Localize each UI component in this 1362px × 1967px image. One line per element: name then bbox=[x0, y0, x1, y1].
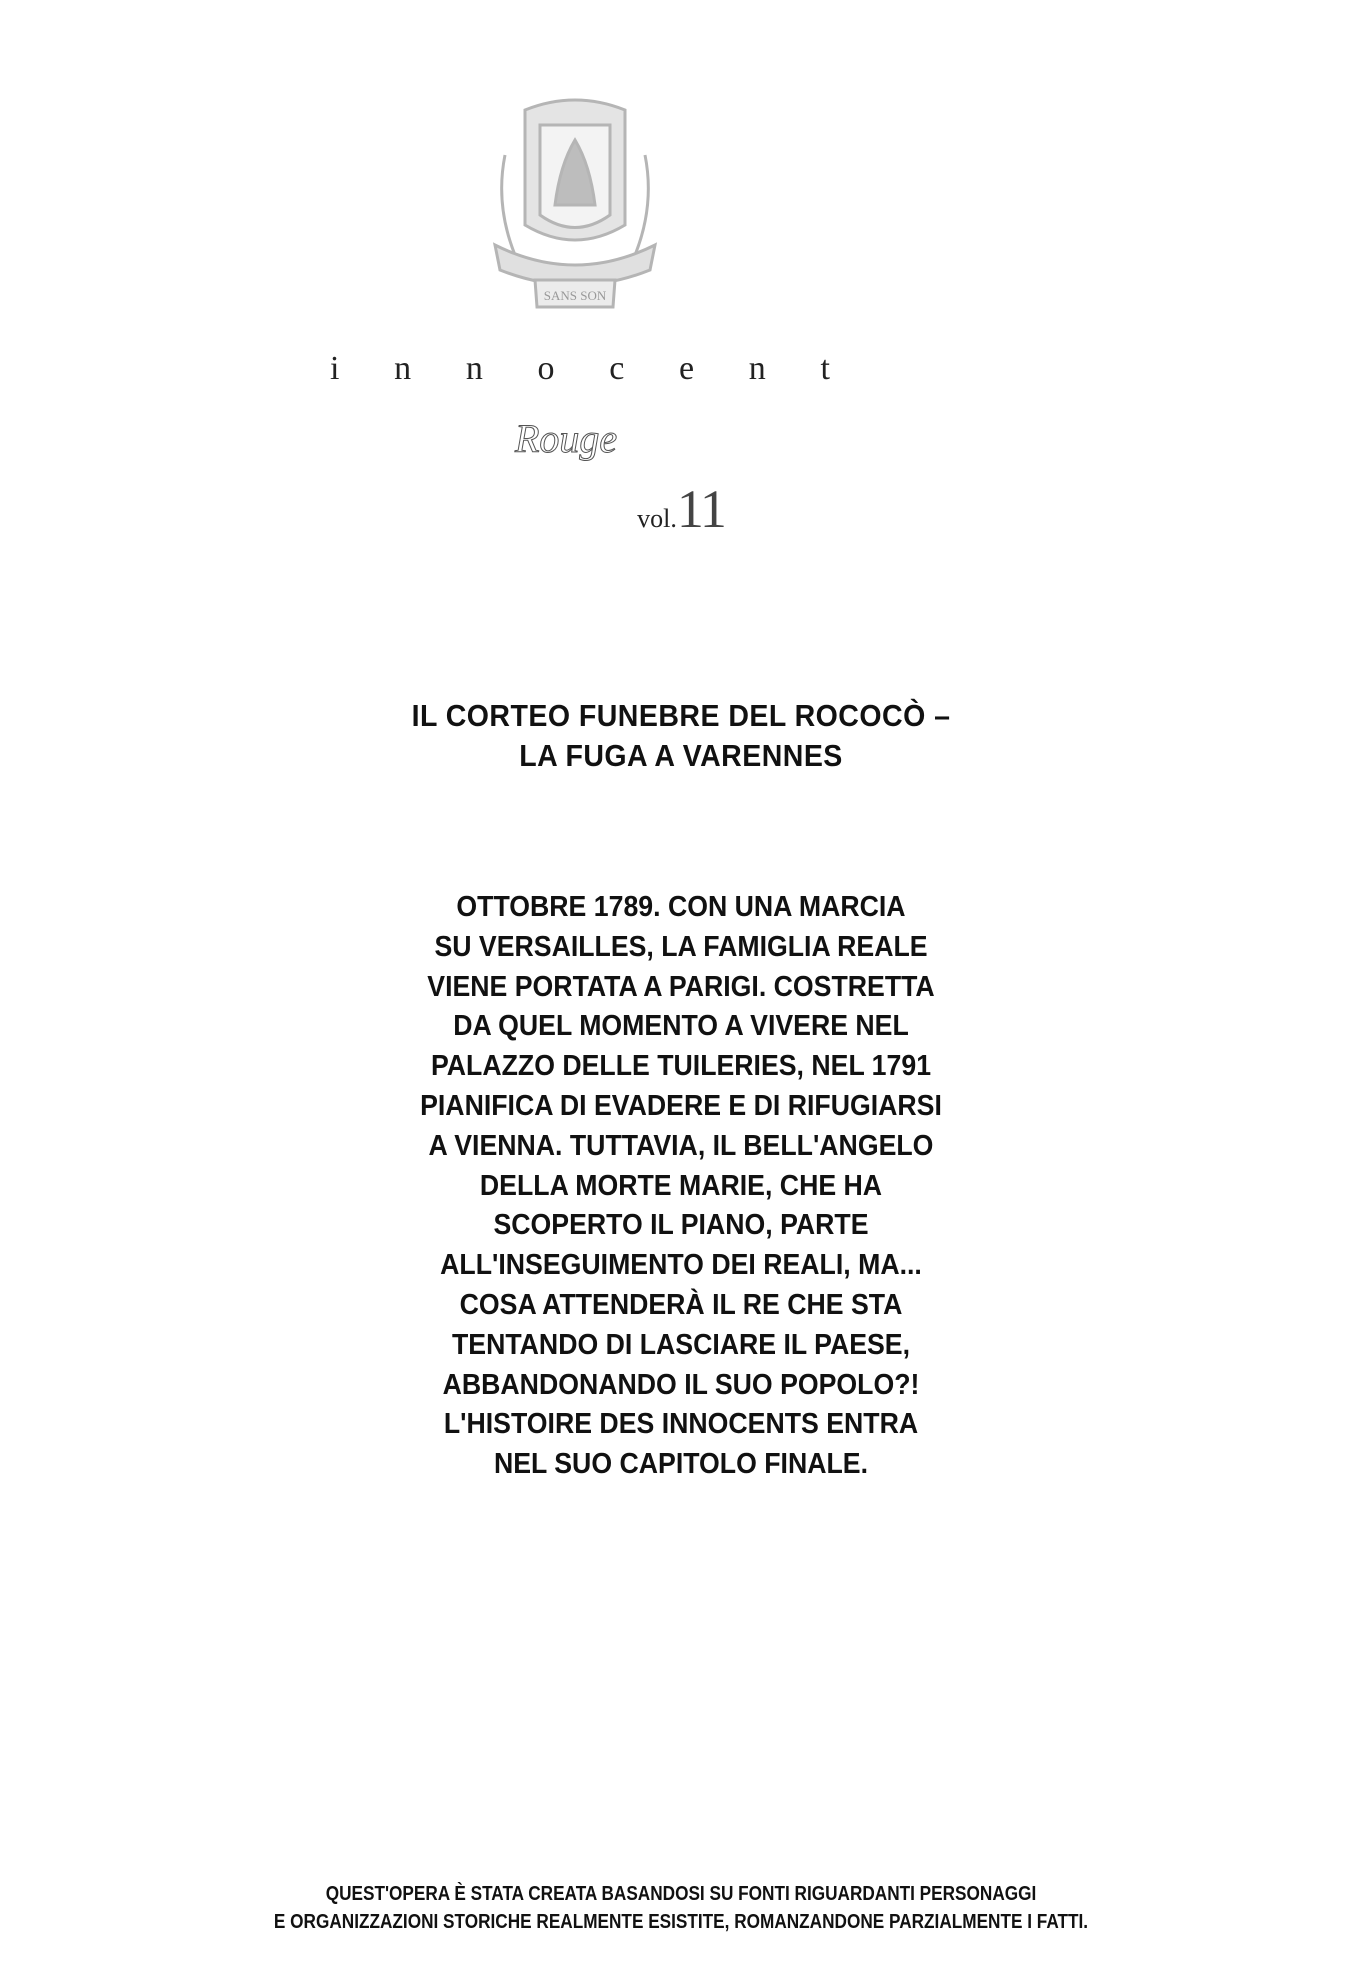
vol-prefix: vol. bbox=[637, 504, 677, 533]
synopsis-line: VIENE PORTATA A PARIGI. COSTRETTA bbox=[427, 970, 935, 1003]
series-letter: o bbox=[537, 350, 555, 387]
synopsis-line: TENTANDO DI LASCIARE IL PAESE, bbox=[451, 1328, 911, 1361]
series-letter: e bbox=[678, 350, 695, 387]
series-letter: n bbox=[465, 350, 483, 387]
synopsis-line: PALAZZO DELLE TUILERIES, NEL 1791 bbox=[430, 1050, 932, 1083]
disclaimer-line: QUEST'OPERA È STATA CREATA BASANDOSI SU FONTI RIGUARDANTI PERSONAGGI bbox=[325, 1883, 1037, 1905]
series-letter: t bbox=[820, 350, 830, 387]
synopsis-line: L'HISTOIRE DES INNOCENTS ENTRA bbox=[443, 1408, 919, 1441]
synopsis-line: A VIENNA. TUTTAVIA, IL BELL'ANGELO bbox=[428, 1129, 934, 1162]
series-subtitle-script bbox=[505, 400, 665, 480]
synopsis-line: PIANIFICA DI EVADERE E DI RIFUGIARSI bbox=[420, 1089, 942, 1122]
synopsis-line: SU VERSAILLES, LA FAMIGLIA REALE bbox=[434, 930, 928, 963]
synopsis bbox=[54, 888, 1307, 1485]
series-letter: n bbox=[748, 350, 766, 387]
synopsis-line: OTTOBRE 1789. CON UNA MARCIA bbox=[456, 891, 906, 923]
synopsis-line: DELLA MORTE MARIE, CHE HA bbox=[479, 1169, 883, 1202]
series-letter: i bbox=[330, 350, 340, 387]
svg-text:SANS SON: SANS SON bbox=[543, 288, 607, 303]
title-line: LA FUGA A VARENNES bbox=[519, 738, 843, 773]
vol-number: 11 bbox=[676, 479, 725, 539]
coat-of-arms-logo bbox=[485, 95, 665, 310]
synopsis-line: NEL SUO CAPITOLO FINALE. bbox=[493, 1448, 869, 1481]
series-letter: n bbox=[394, 350, 412, 387]
svg-text:Rouge: Rouge bbox=[515, 416, 618, 461]
synopsis-line: SCOPERTO IL PIANO, PARTE bbox=[493, 1209, 869, 1242]
title-line: IL CORTEO FUNEBRE DEL ROCOCÒ – bbox=[411, 698, 951, 733]
series-letter: c bbox=[609, 350, 625, 387]
synopsis-line: DA QUEL MOMENTO A VIVERE NEL bbox=[453, 1010, 909, 1043]
disclaimer bbox=[95, 1880, 1266, 1936]
synopsis-line: ABBANDONANDO IL SUO POPOLO?! bbox=[442, 1368, 920, 1401]
synopsis-line: COSA ATTENDERÀ IL RE CHE STA bbox=[459, 1288, 903, 1321]
book-title bbox=[54, 696, 1307, 776]
volume-number bbox=[0, 478, 1362, 540]
synopsis-line: ALL'INSEGUIMENTO DEI REALI, MA... bbox=[440, 1249, 922, 1282]
disclaimer-line: E ORGANIZZAZIONI STORICHE REALMENTE ESISTITE, ROMANZANDONE PARZIALMENTE I FATTI. bbox=[273, 1911, 1089, 1933]
series-name bbox=[330, 350, 830, 388]
